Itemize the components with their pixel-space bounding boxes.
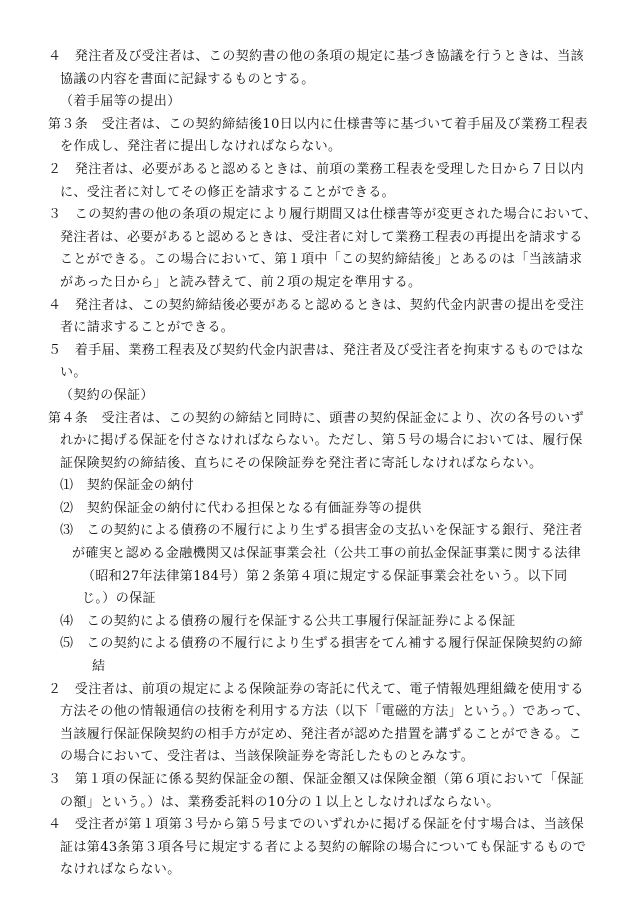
text-line: の場合において、受注者は、当該保険証券を寄託したものとみなす。 — [60, 749, 475, 765]
text-line: に、受注者に対してその修正を請求することができる。 — [60, 184, 396, 200]
text-line: ２ 受注者は、前項の規定による保険証券の寄託に代えて、電子情報処理組織を使用する — [48, 681, 584, 697]
text-line: い。 — [60, 365, 87, 381]
text-line: 第４条 受注者は、この契約の締結と同時に、頭書の契約保証金により、次の各号のいず — [48, 410, 585, 426]
text-line: 証は第43条第３項各号に規定する者による契約の解除の場合についても保証するもので — [60, 839, 587, 855]
text-line: ５ 着手届、業務工程表及び契約代金内訳書は、発注者及び受注者を拘束するものではな — [48, 342, 585, 358]
text-line: ⑸ この契約による債務の不履行により生ずる損害をてん補する履行保証保険契約の締 — [60, 636, 583, 652]
text-line: ことができる。この場合において、第１項中「この契約締結後」とあるのは「当該請求 — [60, 252, 583, 268]
text-line: ⑵ 契約保証金の納付に代わる担保となる有価証券等の提供 — [60, 500, 422, 516]
text-line: ４ 受注者が第１項第３号から第５号までのいずれかに掲げる保証を付す場合は、当該保 — [48, 817, 585, 833]
text-line: 結 — [92, 659, 106, 675]
text-line: 当該履行保証保険契約の相手方が定め、発注者が認めた措置を講ずることができる。こ — [60, 726, 583, 742]
text-line: があった日から」と読み替えて、前２項の規定を準用する。 — [60, 274, 422, 290]
text-line: （契約の保証） — [60, 387, 154, 403]
text-line: ４ 発注者及び受注者は、この契約書の他の条項の規定に基づき協議を行うときは、当該 — [48, 49, 585, 64]
text-line: れかに掲げる保証を付さなければならない。ただし、第５号の場合においては、履行保 — [60, 433, 583, 449]
text-line: 方法その他の情報通信の技術を利用する方法（以下「電磁的方法」という。）であって、 — [60, 704, 590, 720]
text-line: 第３条 受注者は、この契約締結後10日以内に仕様書等に基づいて着手届及び業務工程表 — [48, 116, 588, 132]
text-line: 協議の内容を書面に記録するものとする。 — [60, 71, 315, 87]
text-line: なければならない。 — [60, 862, 181, 878]
text-line: 者に請求することができる。 — [60, 320, 235, 336]
text-line: の額」という。）は、業務委託料の10分の１以上としなければならない。 — [60, 794, 500, 810]
text-line: ２ 発注者は、必要があると認めるときは、前項の業務工程表を受理した日から７日以内 — [48, 161, 585, 177]
text-line: ⑶ この契約による債務の不履行により生ずる損害金の支払いを保証する銀行、発注者 — [60, 523, 583, 539]
text-line: ４ 発注者は、この契約締結後必要があると認めるときは、契約代金内訳書の提出を受注 — [48, 297, 585, 313]
text-line: ３ この契約書の他の条項の規定により履行期間又は仕様書等が変更された場合において、 — [48, 207, 598, 223]
text-line: ３ 第１項の保証に係る契約保証金の額、保証金額又は保険金額（第６項において「保証 — [48, 772, 585, 787]
text-line: ⑴ 契約保証金の納付 — [60, 478, 195, 494]
text-line: じ。）の保証 — [82, 591, 156, 607]
text-line: （着手届等の提出） — [60, 94, 181, 110]
text-line: 発注者は、必要があると認めるときは、受注者に対して業務工程表の再提出を請求する — [60, 229, 583, 245]
text-line: が確実と認める金融機関又は保証事業会社（公共工事の前払金保証事業に関する法律 — [72, 546, 582, 562]
text-line: を作成し、発注者に提出しなければならない。 — [60, 139, 342, 155]
text-line: ⑷ この契約による債務の履行を保証する公共工事履行保証証券による保証 — [60, 613, 516, 629]
text-line: 証保険契約の締結後、直ちにその保険証券を発注者に寄託しなければならない。 — [60, 455, 543, 471]
text-line: （昭和27年法律第184号）第２条第４項に規定する保証事業会社をいう。以下同 — [82, 568, 568, 584]
